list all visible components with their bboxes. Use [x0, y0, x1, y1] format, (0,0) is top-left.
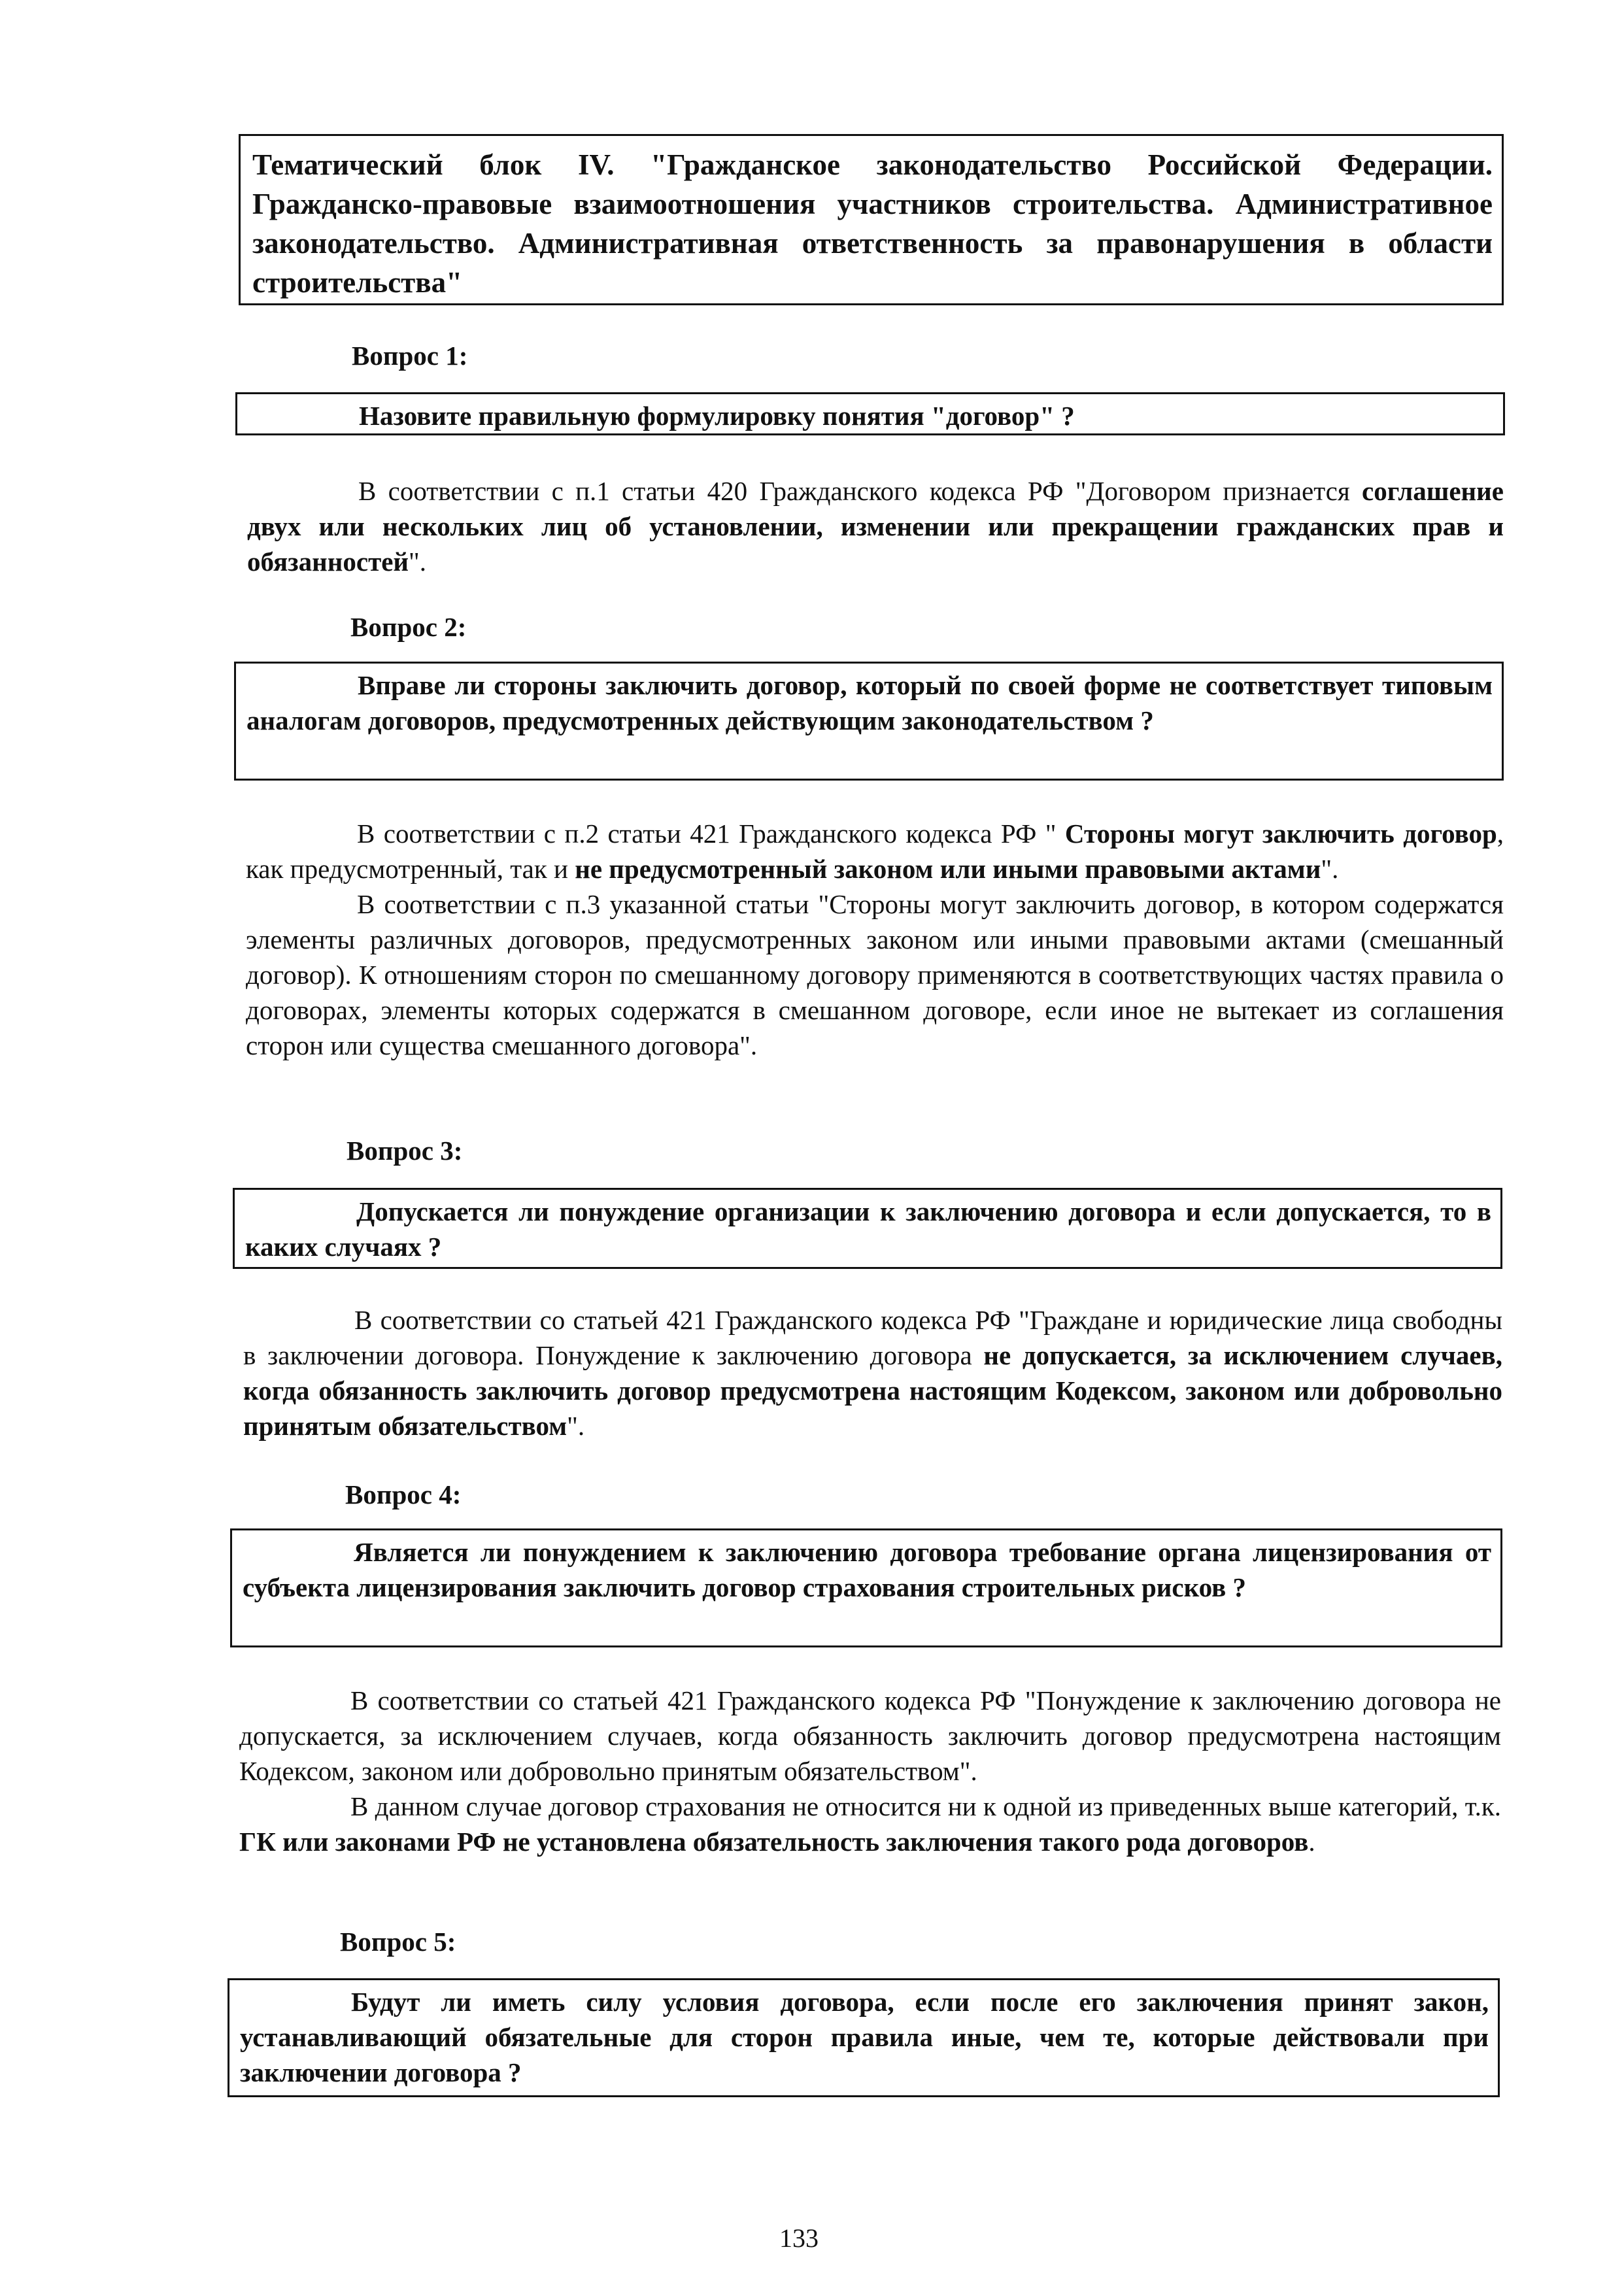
question-2-box	[234, 662, 1504, 781]
answer-paragraph	[239, 1683, 1501, 1789]
answer-text: ".	[1321, 854, 1339, 884]
answer-text-bold: не предусмотренный законом или иными правовыми актами	[575, 854, 1321, 884]
answer-text: В соответствии с п.2 статьи 421 Гражданского кодекса РФ "	[357, 818, 1065, 849]
question-5-box	[228, 1978, 1500, 2097]
section-title: Тематический блок IV. "Гражданское законодательство Российской Федерации. Гражданско-правовые взаимоотношения участников строительства. Административное законодательство. Административная ответственность за правонарушения в области строительства"	[252, 148, 1493, 299]
answer-1	[247, 473, 1504, 579]
question-1-box	[235, 392, 1505, 435]
question-2-text: Вправе ли стороны заключить договор, который по своей форме не соответствует типовым аналогам договоров, предусмотренных действующим законодательством ?	[246, 670, 1493, 735]
page-number: 133	[779, 2223, 819, 2253]
question-1-text: Назовите правильную формулировку понятия "договор" ?	[359, 401, 1075, 431]
answer-text: В соответствии с п.1 статьи 420 Гражданского кодекса РФ "Договором признается	[358, 476, 1362, 506]
answer-text: ".	[567, 1411, 585, 1441]
answer-text: ".	[409, 547, 427, 577]
answer-paragraph	[239, 1789, 1501, 1859]
question-4-label: Вопрос 4:	[345, 1479, 462, 1510]
answer-text: В соответствии с п.3 указанной статьи "Стороны могут заключить договор, в котором содержатся элементы различных договоров, предусмотренных законом или иными правовыми актами (смешанный договор). К отношениям сторон по смешанному договору применяются в соответствующих частях правила о договорах, элементы которых содержатся в смешанном договоре, если иное не вытекает из соглашения сторон или существа смешанного договора".	[246, 889, 1504, 1060]
answer-text-bold: не допускается, за исключением случаев, когда обязанность заключить договор предусмотрена настоящим Кодексом, законом или добровольно принятым обязательством	[243, 1340, 1503, 1441]
question-4-text: Является ли понуждением к заключению договора требование органа лицензирования от субъекта лицензирования заключить договор страхования строительных рисков ?	[243, 1537, 1491, 1602]
answer-text: В данном случае договор страхования не относится ни к одной из приведенных выше категорий, т.к.	[350, 1791, 1501, 1821]
question-5-label: Вопрос 5:	[340, 1927, 456, 1957]
answer-2	[246, 816, 1504, 1063]
answer-text: В соответствии со статьей 421 Гражданского кодекса РФ "Понуждение к заключению договора не допускается, за исключением случаев, когда обязанность заключить договор предусмотрена настоящим Кодексом, законом или добровольно принятым обязательством".	[239, 1685, 1501, 1786]
answer-paragraph	[243, 1302, 1502, 1443]
answer-text-bold: Стороны могут заключить договор	[1064, 818, 1497, 849]
answer-text: В соответствии со статьей 421 Гражданского кодекса РФ "Граждане и юридические лица свободны в заключении договора. Понуждение к заключению договора	[243, 1305, 1502, 1370]
answer-3	[243, 1302, 1502, 1443]
question-5-text: Будут ли иметь силу условия договора, если после его заключения принят закон, устанавливающий обязательные для сторон правила иные, чем те, которые действовали при заключении договора ?	[240, 1987, 1489, 2087]
answer-paragraph	[246, 816, 1504, 886]
answer-text: , как предусмотренный, так и	[246, 818, 1504, 884]
question-2-label: Вопрос 2:	[350, 612, 467, 642]
answer-text: .	[1308, 1827, 1315, 1857]
answer-4	[239, 1683, 1501, 1859]
answer-paragraph	[247, 473, 1504, 579]
section-title-box	[239, 134, 1504, 305]
question-1-label: Вопрос 1:	[352, 341, 468, 371]
answer-text-bold: соглашение двух или нескольких лиц об установлении, изменении или прекращении гражданских прав и обязанностей	[247, 476, 1504, 577]
answer-text-bold: ГК или законами РФ не установлена обязательность заключения такого рода договоров	[239, 1827, 1309, 1857]
question-3-box	[233, 1188, 1502, 1269]
question-3-text: Допускается ли понуждение организации к заключению договора и если допускается, то в каких случаях ?	[245, 1196, 1491, 1262]
question-3-label: Вопрос 3:	[347, 1136, 463, 1166]
question-4-box	[230, 1528, 1502, 1647]
answer-paragraph	[246, 886, 1504, 1063]
